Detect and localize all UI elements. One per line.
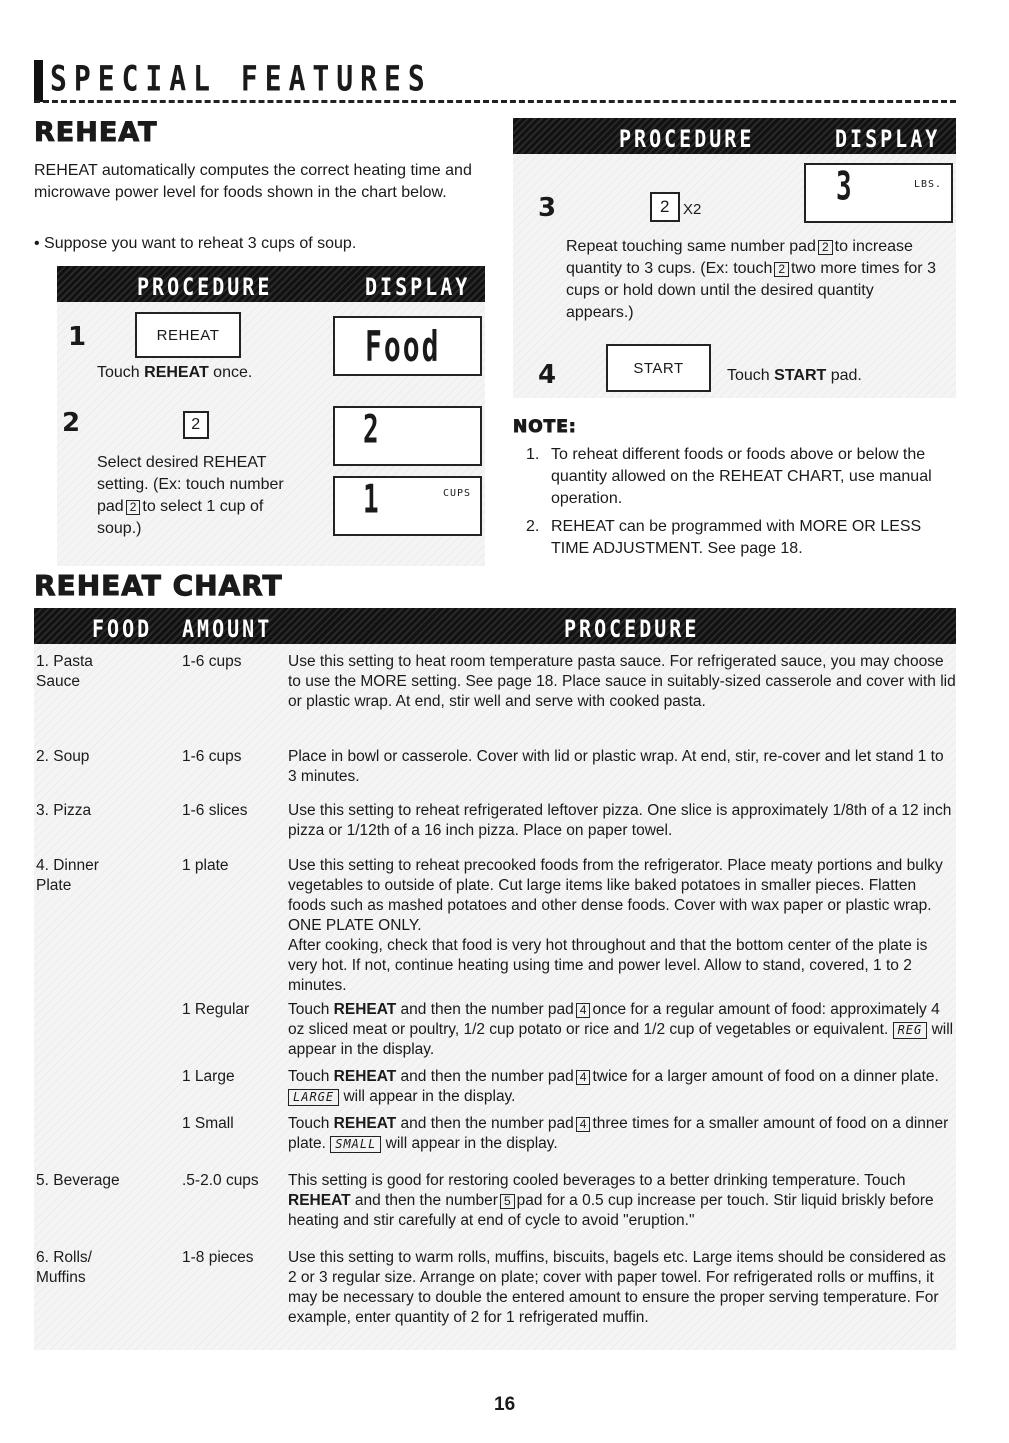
chart-header-bar <box>34 608 956 644</box>
reheat-chart-heading: REHEAT CHART <box>34 569 283 602</box>
step-4-text: Touch START pad. <box>727 367 862 384</box>
note-heading: NOTE: <box>513 417 577 437</box>
display-label: DISPLAY <box>365 272 471 301</box>
step-1-display <box>333 316 482 376</box>
display-setting-2: 2 <box>363 408 379 453</box>
procedure-label-right: PROCEDURE <box>619 124 755 153</box>
row-food: 4. Dinner Plate <box>36 857 99 894</box>
row-procedure: Use this setting to reheat refrigerated leftover pizza. One slice is approximately 1/8th of a 12 inch pizza or 1/12th of a 16 inch pizza. Place on paper towel. <box>288 802 952 839</box>
row-procedure: Use this setting to warm rolls, muffins, biscuits, bagels etc. Large items should be considered as 2 or 3 regular size. Arrange on plate; cover with paper towel. For refrigerated rolls or muffins, it may be necessary to double the entered amount to ensure the proper serving temperature. For example, enter quantity of 2 for 1 refrigerated muffin. <box>288 1249 946 1326</box>
row-food: 2. Soup <box>36 748 90 765</box>
number-pad-2-icon: 2 <box>183 411 209 439</box>
display-quantity-1: 1 <box>363 478 379 523</box>
row-amount: 1 plate <box>182 857 229 874</box>
note-1-text: To reheat different foods or foods above or below the quantity allowed on the REHEAT CHART, use manual operation. <box>551 446 932 507</box>
reheat-heading: REHEAT <box>34 117 158 148</box>
display-large-indicator: LARGE <box>288 1089 339 1106</box>
step-3-number: 3 <box>538 193 557 223</box>
col-food: FOOD <box>92 614 153 643</box>
plate-regular-amount: 1 Regular <box>182 1001 250 1018</box>
note-2-number: 2. <box>526 518 540 535</box>
note-1-number: 1. <box>526 446 540 463</box>
display-lbs-unit: LBS. <box>914 179 943 190</box>
display-label-right: DISPLAY <box>835 124 941 153</box>
display-reg-indicator: REG <box>893 1022 928 1039</box>
display-quantity-3: 3 <box>836 165 852 210</box>
step-3-display <box>804 163 953 223</box>
row-procedure: Use this setting to reheat precooked foods from the refrigerator. Place meaty portions and bulky vegetables to outside of plate. Cut large items like baked potatoes in smaller pieces. Flatten foods such as mashed potatoes and other dense foods. Cover with wax paper or plastic wrap. ONE PLATE ONLY. After cooking, check that food is very hot throughout and that the bottom center of the plate is very hot. If not, continue heating using time and power level. Allow to stand, covered, 1 to 2 minutes. <box>288 857 943 994</box>
pad-4-inline-icon: 4 <box>576 1003 591 1018</box>
step-3-text: Repeat touching same number pad 2 to increase quantity to 3 cups. (Ex: touch 2 two more times for 3 cups or hold down until the desired quantity appears.) <box>566 238 936 321</box>
pad-2-inline-icon: 2 <box>126 500 141 515</box>
header-bar <box>34 60 43 102</box>
row-procedure: Place in bowl or casserole. Cover with lid or plastic wrap. At end, stir, re-cover and let stand 1 to 3 minutes. <box>288 748 944 785</box>
step-2-display-top <box>333 406 482 466</box>
row-amount: 1-6 cups <box>182 653 242 670</box>
page-number: 16 <box>494 1394 516 1415</box>
row-procedure: This setting is good for restoring cooled beverages to a better drinking temperature. Touch REHEAT and then the number 5 pad for a 0.5 cup increase per touch. Stir liquid briskly before heating and stir carefully at end of cycle to avoid "eruption." <box>288 1172 934 1229</box>
col-procedure: PROCEDURE <box>564 614 700 643</box>
times-two-label: X2 <box>683 201 702 218</box>
note-2-text: REHEAT can be programmed with MORE OR LESS TIME ADJUSTMENT. See page 18. <box>551 518 922 557</box>
step-4-number: 4 <box>538 360 557 390</box>
row-food: 3. Pizza <box>36 802 92 819</box>
step-2-number: 2 <box>62 408 81 438</box>
row-amount: 1-6 slices <box>182 802 248 819</box>
display-small-indicator: SMALL <box>330 1136 381 1153</box>
reheat-bullet: • Suppose you want to reheat 3 cups of soup. <box>34 235 357 252</box>
row-amount: 1-6 cups <box>182 748 242 765</box>
pad-2-inline-icon-a: 2 <box>818 240 833 255</box>
row-food: 5. Beverage <box>36 1172 120 1189</box>
header-rule <box>34 100 956 103</box>
display-food-text: Food <box>365 322 441 372</box>
row-amount: 1-8 pieces <box>182 1249 254 1266</box>
reheat-key-icon: REHEAT <box>135 312 241 358</box>
pad-2-inline-icon-b: 2 <box>774 262 789 277</box>
number-pad-2-icon-step3: 2 <box>650 192 680 222</box>
row-food: 1. Pasta Sauce <box>36 653 93 690</box>
row-amount: .5-2.0 cups <box>182 1172 259 1189</box>
plate-small-amount: 1 Small <box>182 1115 234 1132</box>
step-1-text: Touch REHEAT once. <box>97 364 253 381</box>
step-1-number: 1 <box>68 322 87 352</box>
plate-small-procedure: Touch REHEAT and then the number pad 4 three times for a smaller amount of food on a dinner plate. SMALL will appear in the display. <box>288 1115 949 1152</box>
procedure-label: PROCEDURE <box>137 272 273 301</box>
plate-large-procedure: Touch REHEAT and then the number pad 4 twice for a larger amount of food on a dinner plate. LARGE will appear in the display. <box>288 1068 939 1105</box>
pad-4-inline-icon: 4 <box>576 1117 591 1132</box>
plate-large-amount: 1 Large <box>182 1068 235 1085</box>
col-amount: AMOUNT <box>182 614 273 643</box>
pad-4-inline-icon: 4 <box>576 1070 591 1085</box>
row-procedure: Use this setting to heat room temperature pasta sauce. For refrigerated sauce, you may choose to use the MORE setting. See page 18. Place sauce in suitably-sized casserole and cover with lid or plastic wrap. At end, stir well and serve with cooked pasta. <box>288 653 956 710</box>
step-2-text: Select desired REHEAT setting. (Ex: touch number pad 2 to select 1 cup of soup.) <box>97 454 284 537</box>
display-cups-unit: CUPS <box>443 488 472 499</box>
procedure-display-bar-left <box>57 266 485 302</box>
start-key-icon: START <box>606 344 711 392</box>
row-food: 6. Rolls/ Muffins <box>36 1249 92 1286</box>
reheat-intro: REHEAT automatically computes the correct heating time and microwave power level for foods shown in the chart below. <box>34 162 472 201</box>
procedure-display-bar-right <box>513 118 956 154</box>
step-2-display-bottom <box>333 476 482 536</box>
page-title: SPECIAL FEATURES <box>50 58 432 100</box>
plate-regular-procedure: Touch REHEAT and then the number pad 4 once for a regular amount of food: approximately 4 oz sliced meat or poultry, 1/2 cup potato or rice and 1/2 cup of vegetables or equivalent. REG will appear in the display. <box>288 1001 954 1058</box>
pad-5-inline-icon: 5 <box>500 1194 515 1209</box>
